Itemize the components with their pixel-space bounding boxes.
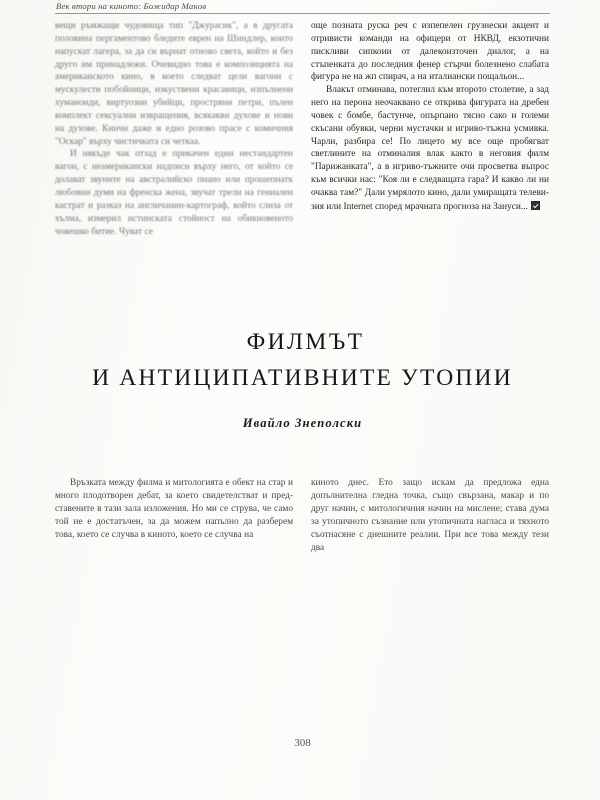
upper-left-column [55,20,293,238]
article-left-column [55,477,293,554]
article-title-block [55,324,550,396]
paragraph: още позната руска реч с изпепелен грузнески акцент и отривисти команди на офицери от НКВД, екзотични пискливи сипкоии от далекоизточен диалог, а на стъпенката до последния фенер стърчи болезнено слабата фигура не на жп спирач, а на италиански пощальон... [311,21,549,83]
page-content-area [55,0,550,800]
paragraph-with-end-marker [311,84,549,213]
end-of-article-icon [531,201,540,210]
paragraph: киното днес. Ето защо искам да предложа една допълнителна гледна точка, също свързана, макар и по друг начин, с митологичния начин на мислене; става дума за утопичното съзнание или утопичната нагласа и тяхното съотнасяне с днешните реалии. При все това между тези два [311,478,549,553]
upper-article-columns [55,20,550,238]
article-author: Ивайло Знеполски [242,416,363,431]
page-number: 308 [294,737,311,749]
paragraph-text: Влакът отминава, потеглил към второто столетие, а зад него на перона неочаквано се открива фигурата на дребен човек с бомбе, бастунче, опърпано тясно сако и големи скъсани обувки, черни мустачки и игриво-тъжна усмивка. Чарли, разбира се! По лицето му все още пробягват светлините на отминалия влак както в неговия филм "Парижанката", а в игриво-тъжните очи просветва въпрос към всички нас: "Коя ли е следващата гара? И какво ли ни очаква там?" Дали умрялото кино, дали умиращата телевизия или Internet според мрачната прогноза на Зануси... [311,85,549,212]
article-right-column [311,477,549,554]
article-title-line-1: ФИЛМЪТ [246,329,365,356]
running-head-rule [55,13,550,14]
article-body-columns [55,477,550,554]
article-title-line-2: И АНТИЦИПАТИВНИТЕ УТОПИИ [92,365,513,392]
paragraph: И някъде чак отзад е прикачен един нестандартен вагон, с неамерикански надписи върху него, от който се долават звуните на австралийско пиано или прошепнатк любовни думи на френска жена, звучат трели на гениален кастрат и разказ на англичанин-картограф, който слиза от хълма, измерил истинската стойност на обикновеното човешко битие. Чуват се [55,149,293,237]
paragraph: вещи ръмжащи чудовища тип "Джурасик", а в другата половина пергаментово бледите еврен на Шиндлер, които напускат лагера, за да си върнат отново света, който и без друго им принадлежи. Очевидно това е композицията на американското кино, в което следват цели вагони с мускулести побойници, изкуствени красавици, изпълнени хуманоиди, виртуозни убийци, простряни петри, пълен комплект сексуални извращения, всякакви духове и нови на духове. Кинчи даже и едно розово прасе с комичния "Оскар" върху чистичката си четкаа. [55,21,293,147]
running-head: Век втори на киното: Божидар Манов [56,1,207,11]
upper-right-column [311,20,549,238]
paragraph: Връзката между филма и митологията е обект на стар и много плодотворен дебат, за което свидетелстват и представените в тази зала изложения. Но ми се струва, че само той не е достатъчен, за да можем напълно да разберем това, което се случва в киното, което се случва на [55,478,293,540]
